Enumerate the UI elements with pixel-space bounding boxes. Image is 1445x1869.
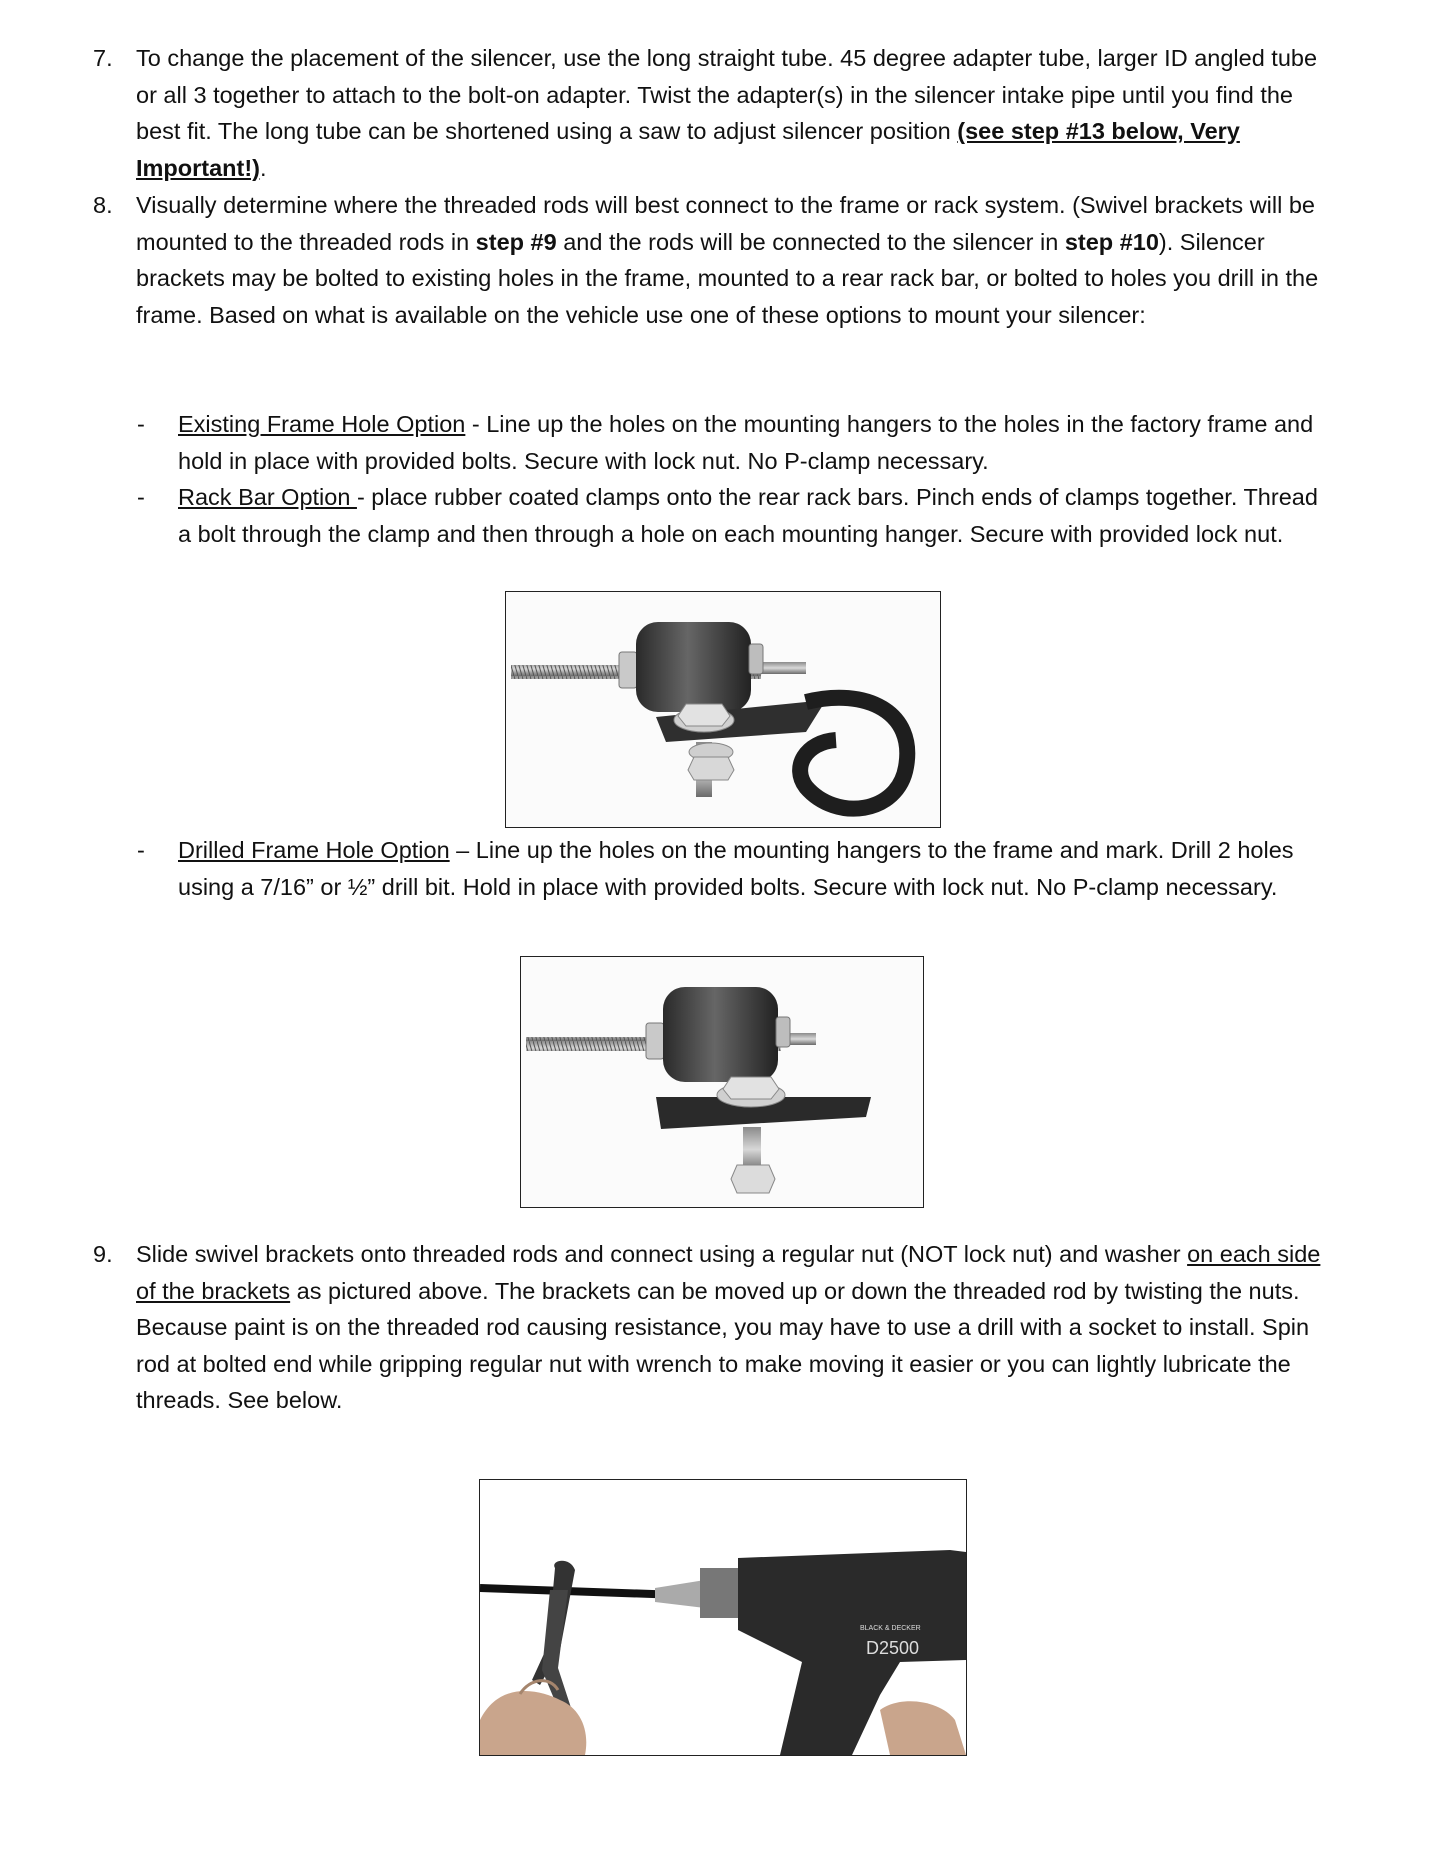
bracket-illustration xyxy=(521,957,923,1207)
step-number: 7. xyxy=(93,45,113,71)
step-text: Slide swivel brackets onto threaded rods and connect using a regular nut (NOT lock nut) and washer on each side of the brackets as pictured above. The brackets can be moved up or down the threaded rod by twisting the nuts. Because paint is on the threaded rod causing resistance, you may have to use a drill with a socket to install. Spin rod at bolted end while gripping regular nut with wrench to make moving it easier or you can lightly lubricate the threads. See below. xyxy=(136,1241,1321,1413)
step-9 xyxy=(90,1236,1340,1419)
step-number: 8. xyxy=(93,192,113,218)
photo-rack-bar-bracket xyxy=(505,591,941,828)
option-title: Drilled Frame Hole Option xyxy=(178,837,450,863)
step-text: To change the placement of the silencer, use the long straight tube. 45 degree adapter tube, larger ID angled tube or all 3 together to attach to the bolt-on adapter. Twist the adapter(s) in the silencer intake pipe until you find the best fit. The long tube can be shortened using a saw to adjust silencer position (see step #13 below, Very Important!). xyxy=(136,45,1318,181)
step-7 xyxy=(90,40,1340,186)
step-text: Visually determine where the threaded rods will best connect to the frame or rack system. (Swivel brackets will be mounted to the threaded rods in step #9 and the rods will be connected to the silencer in step #10). Silencer brackets may be bolted to existing holes in the frame, mounted to a rear rack bar, or bolted to holes you drill in the frame. Based on what is available on the vehicle use one of these options to mount your silencer: xyxy=(136,192,1319,328)
bracket-with-clamp-illustration xyxy=(506,592,940,827)
drill-model-label: D2500 xyxy=(866,1638,920,1658)
step-number: 9. xyxy=(93,1241,113,1267)
photo-drill-spinning-rod xyxy=(479,1479,967,1756)
option-title: Existing Frame Hole Option xyxy=(178,411,466,437)
option-rack-bar: - Rack Bar Option - place rubber coated clamps onto the rear rack bars. Pinch ends of clamps together. Thread a bolt through the clamp and then through a hole on each mounting hanger. Secure with provided lock nut. xyxy=(137,484,1318,547)
drill-brand-label: BLACK & DECKER xyxy=(860,1625,921,1632)
step-8 xyxy=(90,187,1340,333)
drill-with-pliers-illustration xyxy=(480,1480,966,1755)
option-existing-frame-hole: - Existing Frame Hole Option - Line up the holes on the mounting hangers to the holes in the factory frame and hold in place with provided bolts. Secure with lock nut. No P-clamp necessary. xyxy=(137,411,1314,474)
option-drilled-frame-hole: - Drilled Frame Hole Option – Line up the holes on the mounting hangers to the frame and mark. Drill 2 holes using a 7/16” or ½” drill bit. Hold in place with provided bolts. Secure with lock nut. No P-clamp necessary. xyxy=(137,837,1294,900)
photo-drilled-frame-bracket xyxy=(520,956,924,1208)
option-title: Rack Bar Option xyxy=(178,484,357,510)
step-13-reference: (see step #13 below, Very Important!) xyxy=(136,118,1240,181)
